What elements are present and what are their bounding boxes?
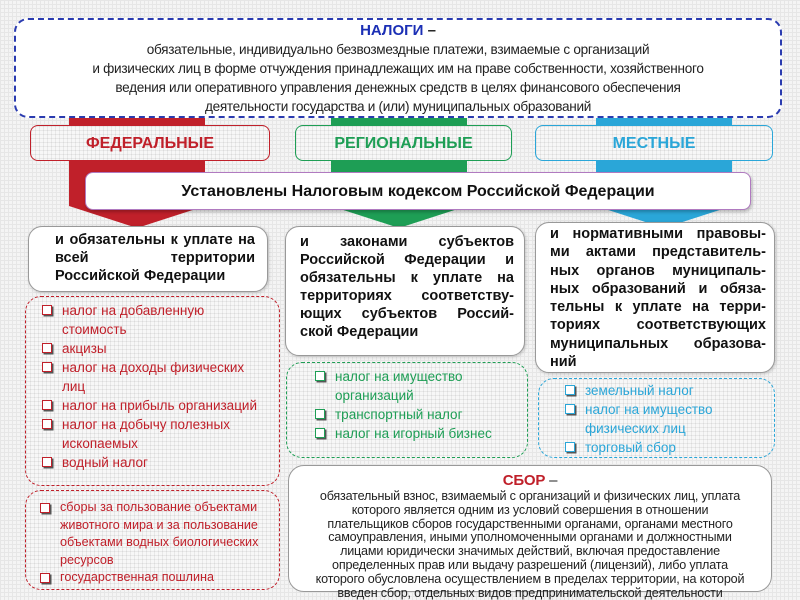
checkbox-bullet-icon (40, 573, 50, 583)
checkbox-bullet-icon (42, 362, 52, 372)
checkbox-bullet-icon (565, 442, 575, 452)
regional-description: и законами субъектов Российской Федерации и обязательны к уплате на территориях соответству-ющих субъектов Россий-ской Федерации (285, 226, 525, 356)
checkbox-bullet-icon (42, 457, 52, 467)
local-taxes-list (538, 378, 775, 458)
list-item: торговый сбор (565, 438, 764, 457)
tax-definition-line: обязательные, индивидуально безвозмездные платежи, взимаемые с организаций (146, 42, 650, 57)
tax-definition-line: деятельности государства и (или) муниципальных образований (204, 99, 592, 114)
list-item: транспортный налог (315, 405, 517, 424)
list-item: налог на игорный бизнес (315, 424, 517, 443)
fee-definition-box (288, 465, 772, 600)
tax-definition-line: и физических лиц в форме отчуждения принадлежащих им на праве собственности, хозяйственного (92, 61, 704, 76)
fee-definition-line: которого обусловлена осуществлением в пределах территории, на которой (315, 571, 745, 586)
fee-definition-line: которого является одним из условий совершения в отношении (351, 502, 709, 517)
list-item: налог на доходы физических лиц (42, 358, 269, 396)
tax-definition-line: ведения или оперативного управления денежных средств в целях финансового обеспечения (115, 80, 681, 95)
regional-taxes-list (286, 362, 528, 458)
list-item: налог на имущество организаций (315, 367, 517, 405)
federal-description: и обязательны к уплате на всей территории Российской Федерации (28, 226, 268, 292)
list-item: государственная пошлина (40, 569, 269, 587)
list-item: земельный налог (565, 381, 764, 400)
fee-definition-line: плательщиков сборов государственными органами, органами местного (327, 516, 733, 531)
tax-title: НАЛОГИ – (360, 22, 436, 39)
local-description: и нормативными правовы-ми актами представитель-ных органов муниципаль-ных образований и обяза-тельны к уплате на терри-ториях соответствующих муниципальных образова-ний (535, 222, 775, 373)
category-regional: РЕГИОНАЛЬНЫЕ (295, 125, 512, 161)
list-item: сборы за пользование объектами животного мира и за пользование объектами водных биологических ресурсов (40, 499, 269, 569)
fee-definition-line: лицами юридически значимых действий, включая предоставление (340, 544, 720, 559)
checkbox-bullet-icon (42, 419, 52, 429)
tax-code-banner: Установлены Налоговым кодексом Российской Федерации (85, 172, 751, 210)
checkbox-bullet-icon (42, 305, 52, 315)
checkbox-bullet-icon (565, 385, 575, 395)
list-item: акцизы (42, 339, 269, 358)
checkbox-bullet-icon (315, 428, 325, 438)
fee-definition-line: введен сбор, отдельных видов предпринимательской деятельности (337, 585, 723, 600)
fee-definition-line: определенных прав или выдачу разрешений (лицензий), либо уплата (332, 557, 728, 572)
checkbox-bullet-icon (565, 404, 575, 414)
category-local: МЕСТНЫЕ (535, 125, 773, 161)
fee-title: СБОР – (502, 472, 558, 489)
fee-definition-line: обязательный взнос, взимаемый с организаций и физических лиц, уплата (319, 489, 741, 503)
federal-taxes-list (25, 296, 280, 486)
federal-fees-list (25, 490, 280, 590)
checkbox-bullet-icon (315, 371, 325, 381)
list-item: налог на добавленную стоимость (42, 301, 269, 339)
list-item: налог на имущество физических лиц (565, 400, 764, 438)
checkbox-bullet-icon (42, 400, 52, 410)
list-item: водный налог (42, 453, 269, 472)
checkbox-bullet-icon (315, 409, 325, 419)
list-item: налог на прибыль организаций (42, 396, 269, 415)
fee-definition-line: самоуправления, иными уполномоченными органами и должностными (328, 530, 732, 545)
checkbox-bullet-icon (40, 503, 50, 513)
category-federal: ФЕДЕРАЛЬНЫЕ (30, 125, 270, 161)
list-item: налог на добычу полезных ископаемых (42, 415, 269, 453)
tax-definition-box (14, 18, 782, 118)
checkbox-bullet-icon (42, 343, 52, 353)
